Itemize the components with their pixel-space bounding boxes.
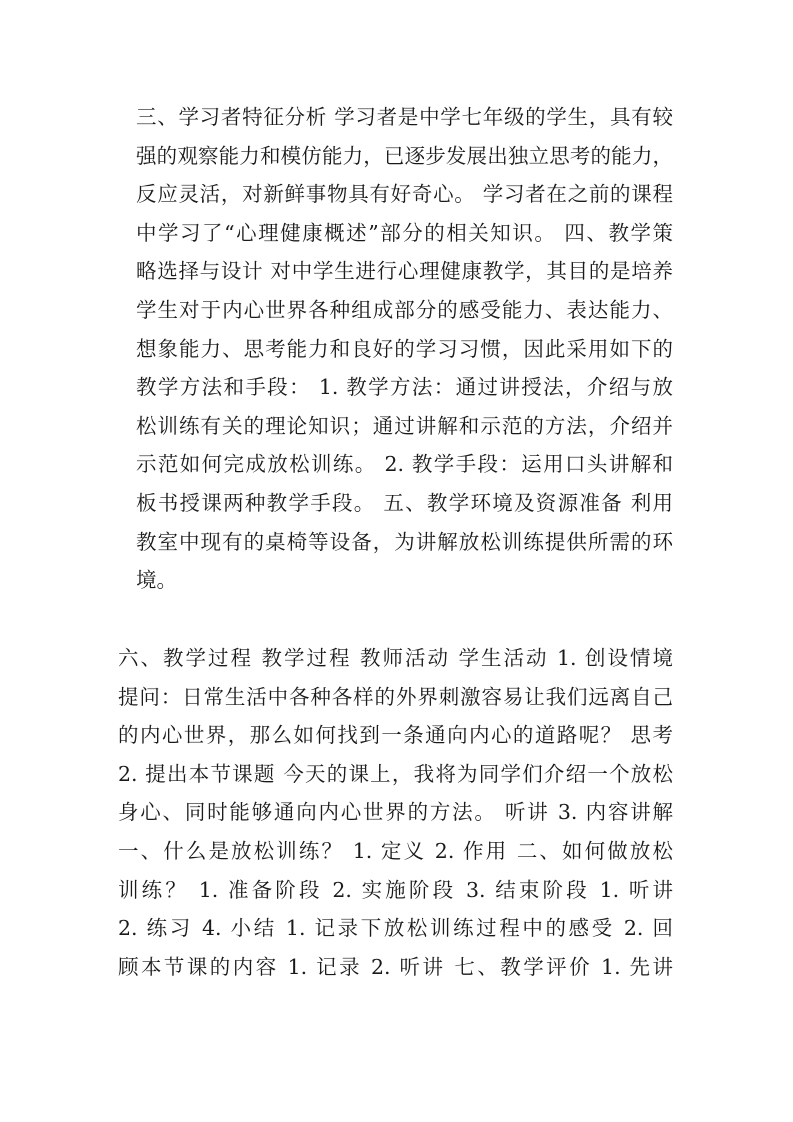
text-line: 教学方法和手段： 1. 教学方法：通过讲授法，介绍与放 <box>136 375 673 400</box>
text-line: 略选择与设计 对中学生进行心理健康教学，其目的是培养 <box>136 259 673 284</box>
text-line: 六、教学过程 教学过程 教师活动 学生活动 1. 创设情境 <box>118 646 673 670</box>
text-line: 顾本节课的内容 1. 记录 2. 听讲 七、教学评价 1. 先讲 <box>118 954 673 979</box>
text-line: 的内心世界，那么如何找到一条通向内心的道路呢？ 思考 <box>118 723 673 748</box>
text-line: 一、什么是放松训练？ 1. 定义 2. 作用 二、如何做放松 <box>118 838 673 863</box>
text-line: 三、学习者特征分析 学习者是中学七年级的学生，具有较 <box>136 105 673 129</box>
text-line: 中学习了“心理健康概述”部分的相关知识。 四、教学策 <box>136 220 673 245</box>
text-line: 境。 <box>136 568 177 593</box>
paragraph-learner-analysis <box>136 98 673 600</box>
text-line: 2. 提出本节课题 今天的课上，我将为同学们介绍一个放松 <box>118 761 673 786</box>
text-line: 示范如何完成放松训练。 2. 教学手段：运用口头讲解和 <box>136 452 673 477</box>
text-line: 2. 练习 4. 小结 1. 记录下放松训练过程中的感受 2. 回 <box>118 916 673 941</box>
text-line: 提问：日常生活中各种各样的外界刺激容易让我们远离自己 <box>118 684 673 709</box>
text-line: 想象能力、思考能力和良好的学习习惯，因此采用如下的 <box>136 336 673 361</box>
text-line: 强的观察能力和模仿能力，已逐步发展出独立思考的能力， <box>136 143 673 168</box>
text-line: 松训练有关的理论知识；通过讲解和示范的方法，介绍并 <box>136 413 673 438</box>
text-line: 教室中现有的桌椅等设备，为讲解放松训练提供所需的环 <box>136 529 673 554</box>
text-line: 反应灵活，对新鲜事物具有好奇心。 学习者在之前的课程 <box>136 182 673 207</box>
text-line: 板书授课两种教学手段。 五、教学环境及资源准备 利用 <box>136 490 673 515</box>
text-line: 学生对于内心世界各种组成部分的感受能力、表达能力、 <box>136 297 673 322</box>
paragraph-teaching-process <box>118 639 673 986</box>
text-line: 身心、同时能够通向内心世界的方法。 听讲 3. 内容讲解 <box>118 800 673 825</box>
text-line: 训练？ 1. 准备阶段 2. 实施阶段 3. 结束阶段 1. 听讲 <box>118 877 673 902</box>
